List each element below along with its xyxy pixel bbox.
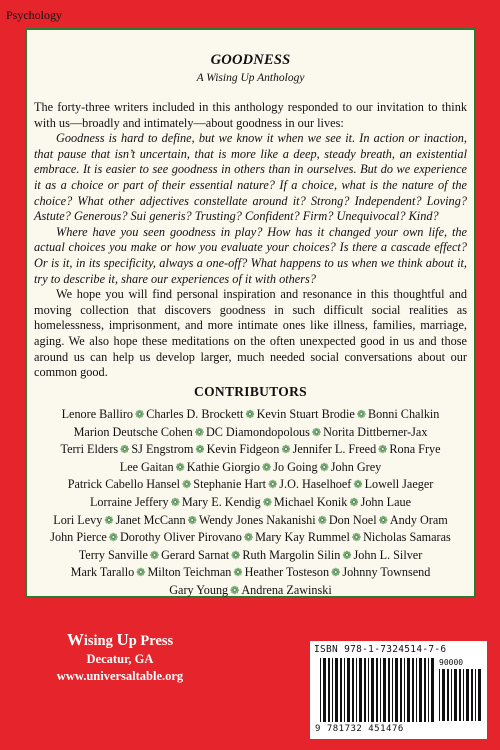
separator-ornament-icon: ❁: [262, 496, 272, 509]
contributor-name: Kathie Giorgio: [186, 459, 260, 474]
separator-ornament-icon: ❁: [311, 426, 322, 439]
description-panel: [25, 28, 476, 598]
separator-ornament-icon: ❁: [195, 444, 205, 457]
publisher-name-part-1: ising: [83, 633, 117, 649]
contributor-name: DC Diamondopolous: [205, 424, 310, 439]
contributor-line: [31, 424, 470, 442]
contributor-name: John Laue: [360, 494, 412, 509]
contributor-name: J.O. Haselhoef: [279, 477, 352, 492]
separator-ornament-icon: ❁: [378, 514, 388, 527]
contributors-heading: CONTRIBUTORS: [194, 384, 307, 399]
separator-ornament-icon: ❁: [233, 567, 243, 580]
separator-ornament-icon: ❁: [104, 514, 114, 527]
contributor-line: [31, 459, 470, 477]
separator-ornament-icon: ❁: [170, 496, 180, 509]
separator-ornament-icon: ❁: [135, 409, 145, 421]
contributor-line: [31, 564, 470, 582]
separator-ornament-icon: ❁: [108, 532, 118, 545]
separator-ornament-icon: ❁: [281, 444, 291, 457]
contributor-name: Johnny Townsend: [342, 565, 431, 580]
contributor-name: Stephanie Hart: [193, 477, 267, 492]
contributor-name: Kevin Stuart Brodie: [256, 407, 355, 421]
book-title: GOODNESS: [210, 52, 291, 68]
separator-ornament-icon: ❁: [187, 514, 197, 527]
publisher-initial-w: W: [66, 630, 84, 649]
contributor-name: Mary E. Kendig: [181, 494, 261, 509]
contributor-name: Rona Frye: [389, 442, 441, 457]
contributor-name: Michael Konik: [273, 494, 348, 509]
contributor-name: Andrena Zawinski: [241, 582, 332, 597]
separator-ornament-icon: ❁: [243, 532, 254, 545]
contributor-name: Janet McCann: [115, 512, 186, 527]
contributor-name: Jennifer L. Freed: [292, 442, 377, 457]
category-label: Psychology: [6, 8, 63, 22]
separator-ornament-icon: ❁: [319, 461, 329, 474]
separator-ornament-icon: ❁: [342, 549, 352, 562]
separator-ornament-icon: ❁: [317, 514, 327, 527]
contributor-name: Andy Oram: [389, 512, 448, 527]
separator-ornament-icon: ❁: [245, 409, 255, 421]
book-subtitle: A Wising Up Anthology: [196, 72, 305, 84]
ean-digits: 9 781732 451476: [315, 724, 404, 734]
contributor-name: Lowell Jaeger: [364, 477, 434, 492]
contributor-line: [31, 512, 470, 530]
separator-ornament-icon: ❁: [268, 479, 278, 492]
contributor-name: John Pierce: [50, 530, 107, 545]
contributor-name: Bonni Chalkin: [367, 407, 440, 421]
contributor-name: Jo Going: [273, 459, 318, 474]
contributor-name: Lori Levy: [53, 512, 103, 527]
contributor-name: Terri Elders: [60, 442, 119, 457]
contributor-name: Lenore Balliro: [61, 407, 133, 421]
separator-ornament-icon: ❁: [231, 549, 241, 562]
publisher-name-part-2: p Press: [128, 633, 174, 649]
publisher-url: www.universaltable.org: [56, 669, 184, 683]
separator-ornament-icon: ❁: [136, 567, 146, 580]
quote-paragraph-2: Where have you seen goodness in play? How has it changed your own life, the actual choices you make or how you evaluate your choices? Is there a cascade effect? Or is it, in its specificity, always a one-off? What happens to us when we think about it, try to describe it, share our experiences of it with others?: [34, 224, 467, 286]
publisher-block: [30, 630, 210, 684]
separator-ornament-icon: ❁: [175, 461, 185, 474]
separator-ornament-icon: ❁: [351, 532, 362, 545]
contributor-name: Gary Young: [169, 582, 229, 597]
separator-ornament-icon: ❁: [149, 549, 160, 562]
isbn-barcode: [310, 641, 487, 739]
contributor-name: Milton Teichman: [147, 565, 232, 580]
isbn-label: ISBN 978-1-7324514-7-6: [314, 644, 447, 655]
separator-ornament-icon: ❁: [194, 426, 204, 439]
contributors-list: [31, 406, 470, 600]
publisher-initial-u: U: [116, 630, 129, 649]
contributor-name: Norita Dittberner-Jax: [323, 424, 428, 439]
closing-paragraph: We hope you will find personal inspiration and resonance in this thoughtful and moving collection that discovers goodness in such difficult social realities as homelessness, imprisonment, and more intimate ones like illness, families, marriage, aging. We also hope these meditations on the often unexpected good in us and those around us can help us develop larger, much needed social conversations about our common good.: [34, 287, 467, 380]
ean-barcode-bars: [320, 658, 434, 722]
separator-ornament-icon: ❁: [349, 496, 359, 509]
contributor-line: [31, 476, 470, 494]
contributor-name: Patrick Cabello Hansel: [67, 477, 181, 492]
contributor-line: [31, 529, 470, 547]
contributor-name: Marion Deutsche Cohen: [73, 424, 193, 439]
separator-ornament-icon: ❁: [230, 584, 240, 597]
contributor-name: Ruth Margolin Silin: [242, 547, 341, 562]
intro-paragraph: The forty-three writers included in this anthology responded to our invitation to think with us—broadly and intimately—about goodness in our lives:: [34, 100, 467, 130]
separator-ornament-icon: ❁: [353, 479, 363, 492]
contributor-name: John L. Silver: [353, 547, 423, 562]
contributor-line: [31, 582, 470, 600]
quote-paragraph-1: Goodness is hard to define, but we know it when we see it. In action or inaction, that pause that isn’t uncertain, that is more like a deep, steady breath, an existential embrace. It is easier to see goodness in others than in ourselves. But do we experience it as a choice or part of their essential nature? If a choice, what is the nature of the choice? What other adjectives constellate around it? Strong? Independent? Loving? Astute? Generous? Sui generis? Trusting? Confident? Firm? Unequivocal? Kind?: [34, 131, 467, 224]
contributor-line: [31, 406, 470, 424]
contributor-name: Mark Tarallo: [70, 565, 135, 580]
contributor-name: Don Noel: [328, 512, 377, 527]
addon-barcode-bars: [439, 669, 481, 721]
contributor-name: Charles D. Brockett: [146, 407, 244, 421]
description-body: [34, 100, 467, 381]
separator-ornament-icon: ❁: [378, 444, 388, 457]
contributor-name: Lee Gaitan: [119, 459, 174, 474]
separator-ornament-icon: ❁: [356, 409, 366, 421]
contributor-name: Heather Tosteson: [244, 565, 330, 580]
contributor-name: Terry Sanville: [78, 547, 148, 562]
separator-ornament-icon: ❁: [331, 567, 341, 580]
contributor-name: Nicholas Samaras: [363, 530, 451, 545]
separator-ornament-icon: ❁: [262, 461, 272, 474]
contributor-name: Lorraine Jeffery: [89, 494, 169, 509]
contributor-name: SJ Engstrom: [131, 442, 194, 457]
contributor-line: [31, 494, 470, 512]
contributor-name: Wendy Jones Nakanishi: [198, 512, 316, 527]
contributor-name: Dorothy Oliver Pirovano: [120, 530, 242, 545]
publisher-city: Decatur, GA: [86, 652, 154, 666]
contributor-name: Gerard Sarnat: [161, 547, 230, 562]
contributor-line: [31, 441, 470, 459]
price-code: 90000: [439, 658, 464, 667]
separator-ornament-icon: ❁: [120, 444, 130, 457]
contributor-line: [31, 547, 470, 565]
contributor-name: Kevin Fidgeon: [206, 442, 280, 457]
contributor-name: John Grey: [330, 459, 382, 474]
contributor-name: Mary Kay Rummel: [255, 530, 350, 545]
publisher-name: [30, 630, 210, 650]
separator-ornament-icon: ❁: [182, 479, 192, 492]
